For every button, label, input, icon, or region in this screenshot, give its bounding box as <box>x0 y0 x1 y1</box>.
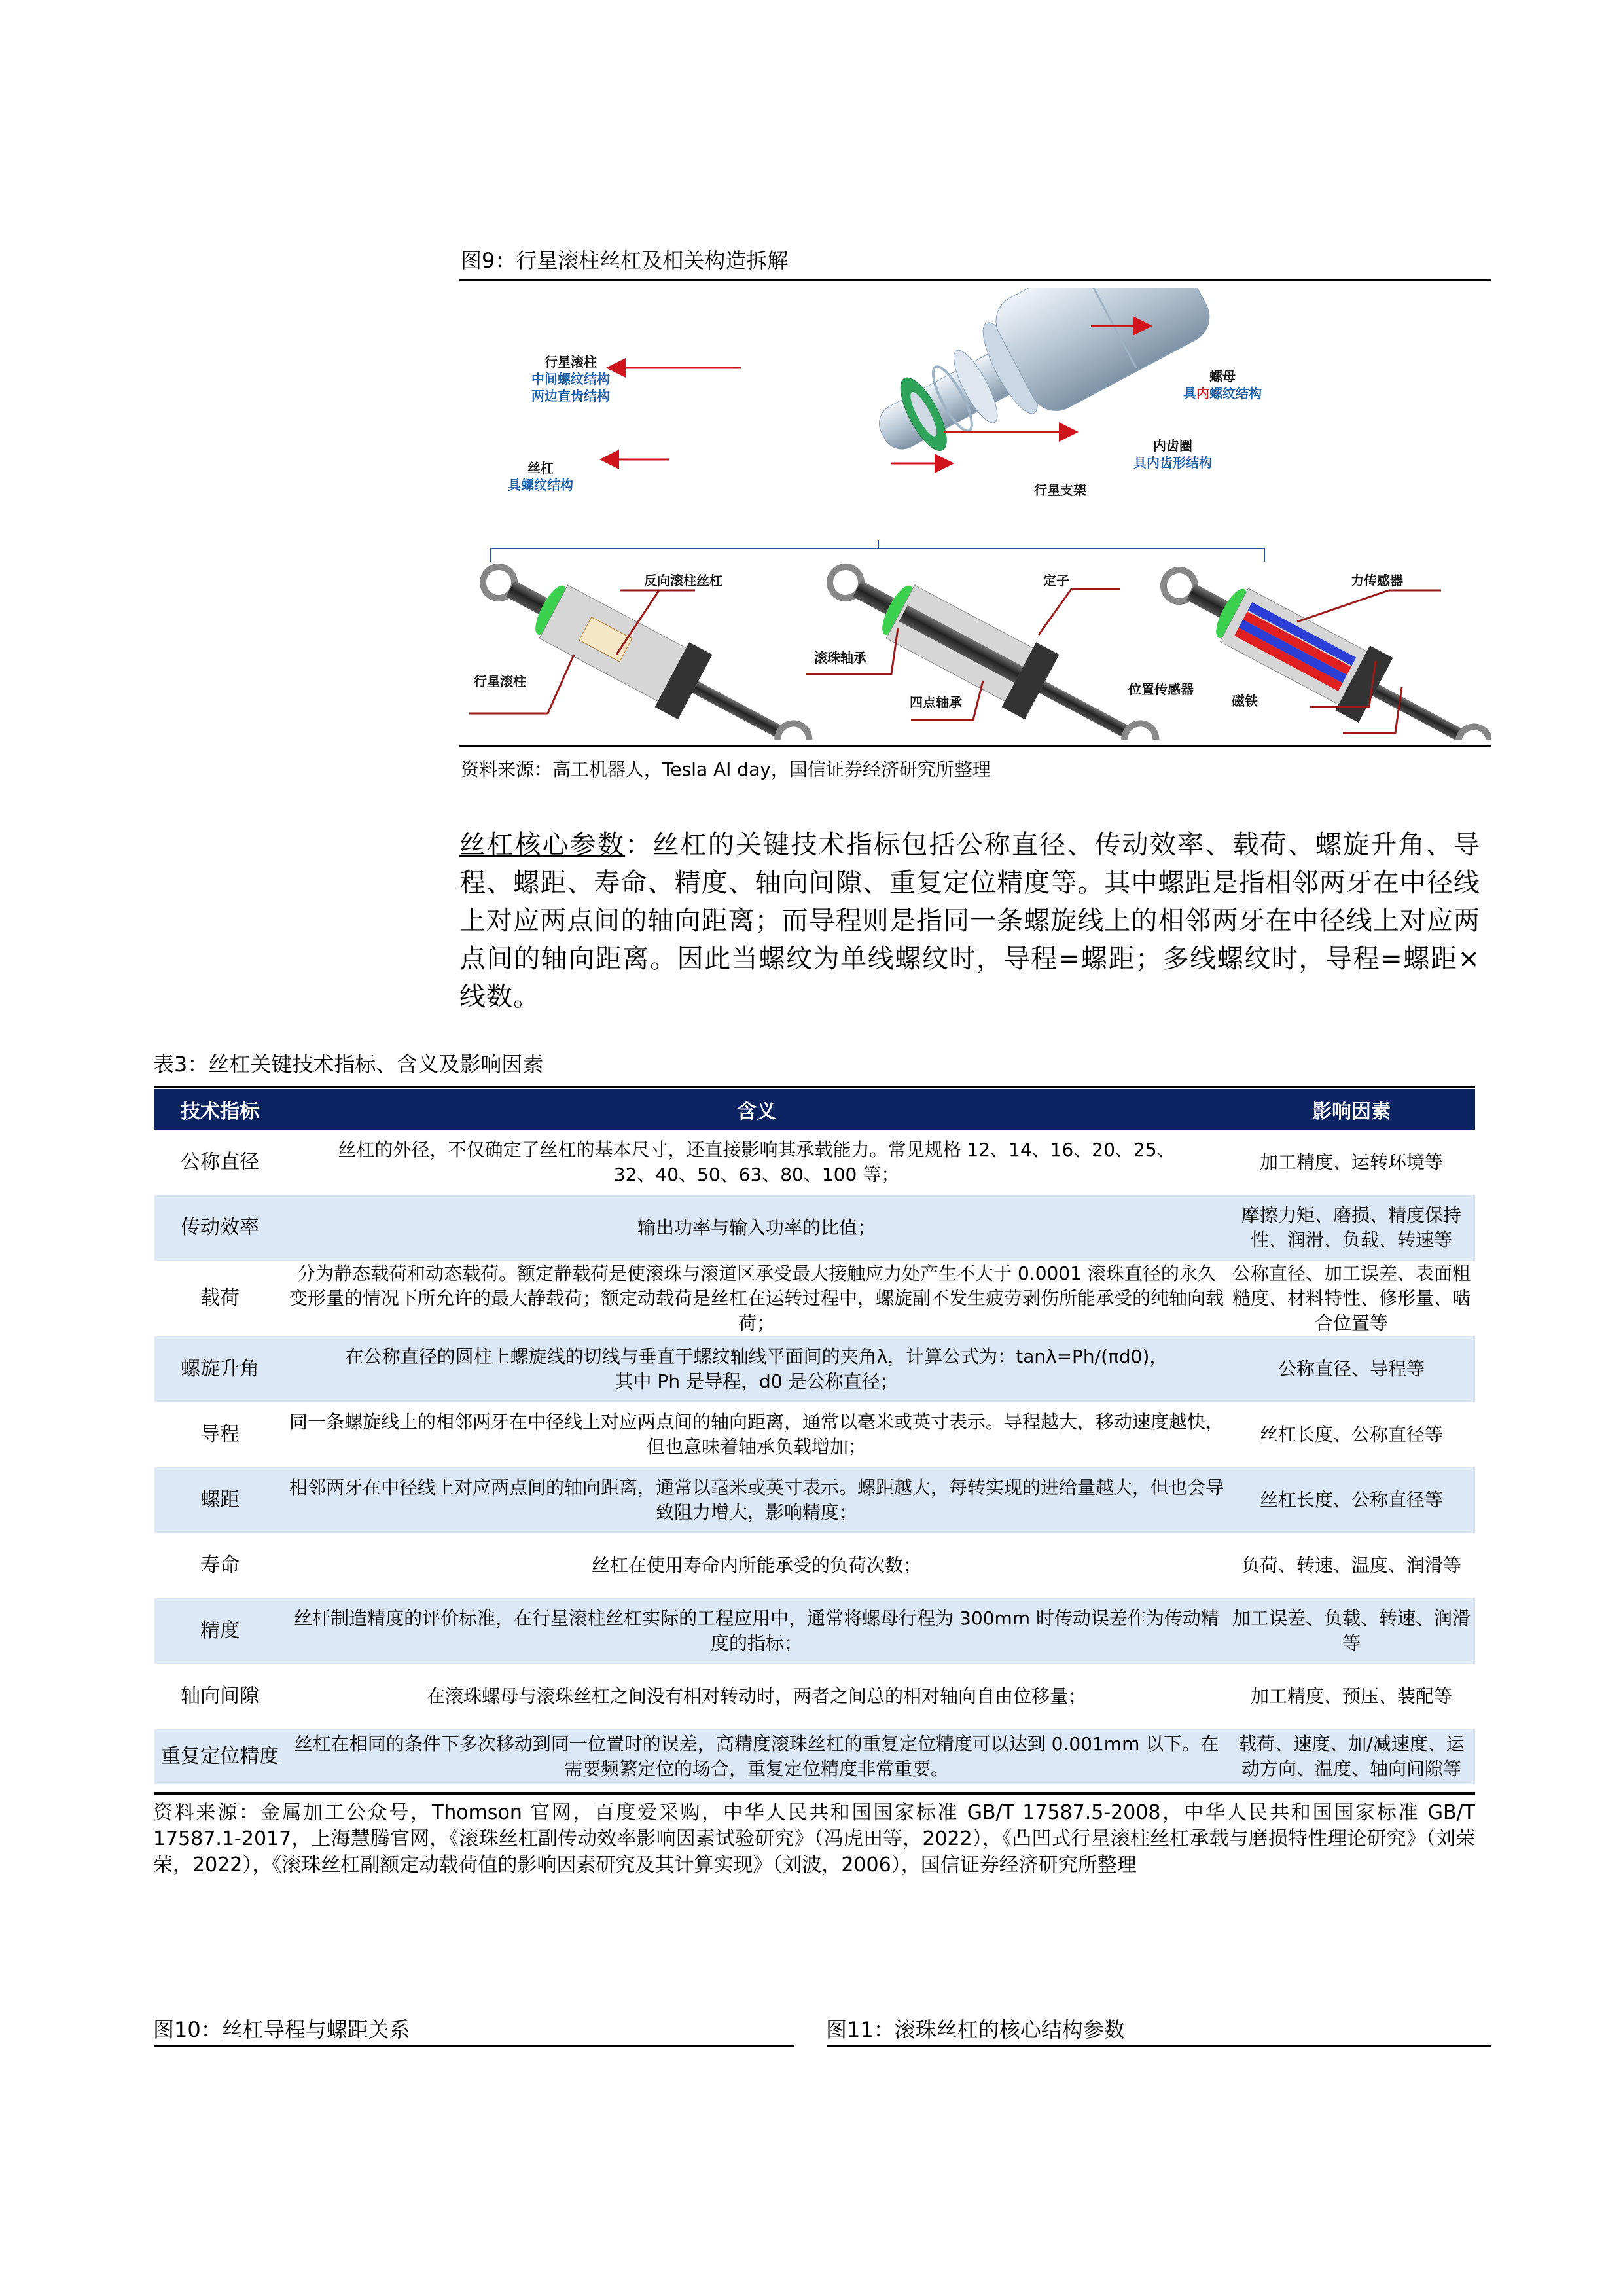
cell-meaning: 分为静态载荷和动态载荷。额定静载荷是使滚珠与滚道区承受最大接触应力处产生不大于 0.0001 滚珠直径的永久变形量的情况下所允许的最大静载荷；额定动载荷是丝杠在运转过程中，螺旋副不发生疲劳剥伤所能承受的纯轴向载荷； <box>289 1263 1224 1334</box>
header-metric: 技术指标 <box>154 1089 285 1130</box>
table-bottom-rule <box>154 1792 1475 1795</box>
label-nut: 螺母 具内螺纹结构 <box>1183 368 1262 401</box>
cell-metric: 传动效率 <box>154 1195 285 1261</box>
table-row <box>154 1336 1475 1402</box>
cell-metric: 精度 <box>154 1598 285 1664</box>
figure-9-source: 资料来源：高工机器人，Tesla AI day，国信证券经济研究所整理 <box>461 759 991 780</box>
table-row <box>154 1261 1475 1336</box>
label-magnet: 磁铁 <box>1232 693 1258 709</box>
figure-10-caption: 图10：丝杠导程与螺距关系 <box>153 2017 410 2042</box>
cell-meaning: 丝杆制造精度的评价标准，在行星滚柱丝杠实际的工程应用中，通常将螺母行程为 300mm 时传动误差作为传动精度的指标； <box>285 1598 1228 1664</box>
cell-metric: 导程 <box>200 1423 240 1446</box>
header-meaning: 含义 <box>285 1089 1228 1130</box>
cell-metric: 螺旋升角 <box>154 1336 285 1402</box>
cell-metric: 螺距 <box>154 1467 285 1533</box>
cell-factors: 公称直径、导程等 <box>1228 1336 1475 1402</box>
paragraph-text: 丝杠的关键技术指标包括公称直径、传动效率、载荷、螺旋升角、导程、螺距、寿命、精度、轴向间隙、重复定位精度等。其中螺距是指相邻两牙在中径线上对应两点间的轴向距离；而导程则是指同一条螺旋线上的相邻两牙在中径线上对应两点间的轴向距离。因此当螺纹为单线螺纹时，导程=螺距；多线螺纹时，导程=螺距×线数。 <box>459 830 1481 1012</box>
label-screw: 丝杠 具螺纹结构 <box>508 460 573 493</box>
cell-meaning: 丝杠在相同的条件下多次移动到同一位置时的误差，高精度滚珠丝杠的重复定位精度可以达到 0.001mm 以下。在需要频繁定位的场合，重复定位精度非常重要。 <box>285 1729 1228 1784</box>
header-factors: 影响因素 <box>1228 1089 1475 1130</box>
figure-9-caption: 图9：行星滚柱丝杠及相关构造拆解 <box>461 248 789 273</box>
label-stator: 定子 <box>1043 573 1069 588</box>
cell-factors: 加工精度、运转环境等 <box>1259 1151 1443 1173</box>
cell-meaning: 相邻两牙在中径线上对应两点间的轴向距离，通常以毫米或英寸表示。螺距越大，每转实现的进给量越大，但也会导致阻力增大，影响精度； <box>285 1467 1228 1533</box>
table-row <box>154 1402 1475 1467</box>
table-row <box>154 1664 1475 1729</box>
label-inverted-roller-screw: 反向滚柱丝杠 <box>644 573 722 588</box>
cell-factors: 摩擦力矩、磨损、精度保持性、润滑、负载、转速等 <box>1228 1195 1475 1261</box>
figure-9-bottom-rule <box>459 745 1491 747</box>
technical-indicators-table <box>154 1089 1475 1784</box>
label-planet-carrier: 行星支架 <box>1034 482 1086 498</box>
cell-meaning: 在滚珠螺母与滚珠丝杠之间没有相对转动时，两者之间总的相对轴向自由位移量； <box>426 1685 1086 1707</box>
cell-metric: 公称直径 <box>181 1151 259 1174</box>
label-force-sensor: 力传感器 <box>1351 573 1403 588</box>
figure-11-caption: 图11：滚珠丝杠的核心结构参数 <box>826 2017 1125 2042</box>
table-3-source: 资料来源：金属加工公众号，Thomson 官网，百度爱采购，中华人民共和国国家标准 GB/T 17587.5-2008，中华人民共和国国家标准 GB/T 17587.1-2017，上海慧腾官网，《滚珠丝杠副传动效率影响因素试验研究》（冯虎田等，2022），《凸凹式行星滚柱丝杠承载与磨损特性理论研究》（刘荣荣，2022），《滚珠丝杠副额定动载荷值的影响因素研究及其计算实现》（刘波，2006），国信证券经济研究所整理 <box>153 1801 1475 1876</box>
cell-factors: 丝杠长度、公称直径等 <box>1259 1424 1443 1445</box>
cell-metric: 载荷 <box>200 1287 240 1310</box>
label-four-point-bearing: 四点轴承 <box>910 694 962 710</box>
cell-factors: 负荷、转速、温度、润滑等 <box>1241 1554 1461 1576</box>
planetary-roller-screw-diagram <box>459 288 1491 740</box>
label-planetary-roller: 行星滚柱 中间螺纹结构 两边直齿结构 <box>531 354 610 404</box>
cell-meaning: 在公称直径的圆柱上螺旋线的切线与垂直于螺纹轴线平面间的夹角λ，计算公式为：tanλ=Ph/(πd0)，其中 Ph 是导程，d0 是公称直径； <box>285 1336 1228 1402</box>
figure-9-top-rule <box>459 279 1491 281</box>
label-position-sensor: 位置传感器 <box>1128 681 1194 697</box>
table-top-rule <box>154 1086 1475 1088</box>
cell-meaning: 输出功率与输入功率的比值； <box>285 1195 1228 1261</box>
cell-metric: 寿命 <box>200 1554 240 1577</box>
label-inner-ring: 内齿圈 具内齿形结构 <box>1133 438 1212 471</box>
label-actuator1-roller: 行星滚柱 <box>474 673 526 689</box>
table-3-title: 表3：丝杠关键技术指标、含义及影响因素 <box>153 1052 544 1077</box>
figure-11-rule <box>827 2045 1491 2047</box>
cell-meaning: 同一条螺旋线上的相邻两牙在中径线上对应两点间的轴向距离，通常以毫米或英寸表示。导程越大，移动速度越快，但也意味着轴承负载增加； <box>289 1411 1224 1458</box>
cell-factors: 加工误差、负载、转速、润滑等 <box>1228 1598 1475 1664</box>
figure-9-illustration <box>459 288 1491 740</box>
cell-factors: 公称直径、加工误差、表面粗糙度、材料特性、修形量、啮合位置等 <box>1232 1263 1471 1334</box>
table-row <box>154 1598 1475 1664</box>
core-parameters-paragraph: 丝杠核心参数：丝杠的关键技术指标包括公称直径、传动效率、载荷、螺旋升角、导程、螺距、寿命、精度、轴向间隙、重复定位精度等。其中螺距是指相邻两牙在中径线上对应两点间的轴向距离；而导程则是指同一条螺旋线上的相邻两牙在中径线上对应两点间的轴向距离。因此当螺纹为单线螺纹时，导程=螺距；多线螺纹时，导程=螺距×线数。 <box>459 830 1481 1012</box>
paragraph-lead: 丝杠核心参数 <box>459 830 626 860</box>
cell-metric: 重复定位精度 <box>154 1729 285 1784</box>
figure-10-rule <box>154 2045 794 2047</box>
cell-factors: 载荷、速度、加/减速度、运动方向、温度、轴向间隙等 <box>1228 1729 1475 1784</box>
table-row <box>154 1130 1475 1195</box>
cell-metric: 轴向间隙 <box>181 1685 259 1708</box>
cell-factors: 加工精度、预压、装配等 <box>1250 1685 1452 1707</box>
cell-factors: 丝杠长度、公称直径等 <box>1228 1467 1475 1533</box>
cell-meaning: 丝杠的外径，不仅确定了丝杠的基本尺寸，还直接影响其承载能力。常见规格 12、14、16、20、25、32、40、50、63、80、100 等； <box>338 1139 1175 1185</box>
table-row <box>154 1533 1475 1598</box>
cell-meaning: 丝杠在使用寿命内所能承受的负荷次数； <box>591 1554 921 1576</box>
table-row <box>154 1467 1475 1533</box>
table-row <box>154 1195 1475 1261</box>
table-header-row <box>154 1089 1475 1130</box>
label-ball-bearing: 滚珠轴承 <box>814 650 866 666</box>
table-row <box>154 1729 1475 1784</box>
